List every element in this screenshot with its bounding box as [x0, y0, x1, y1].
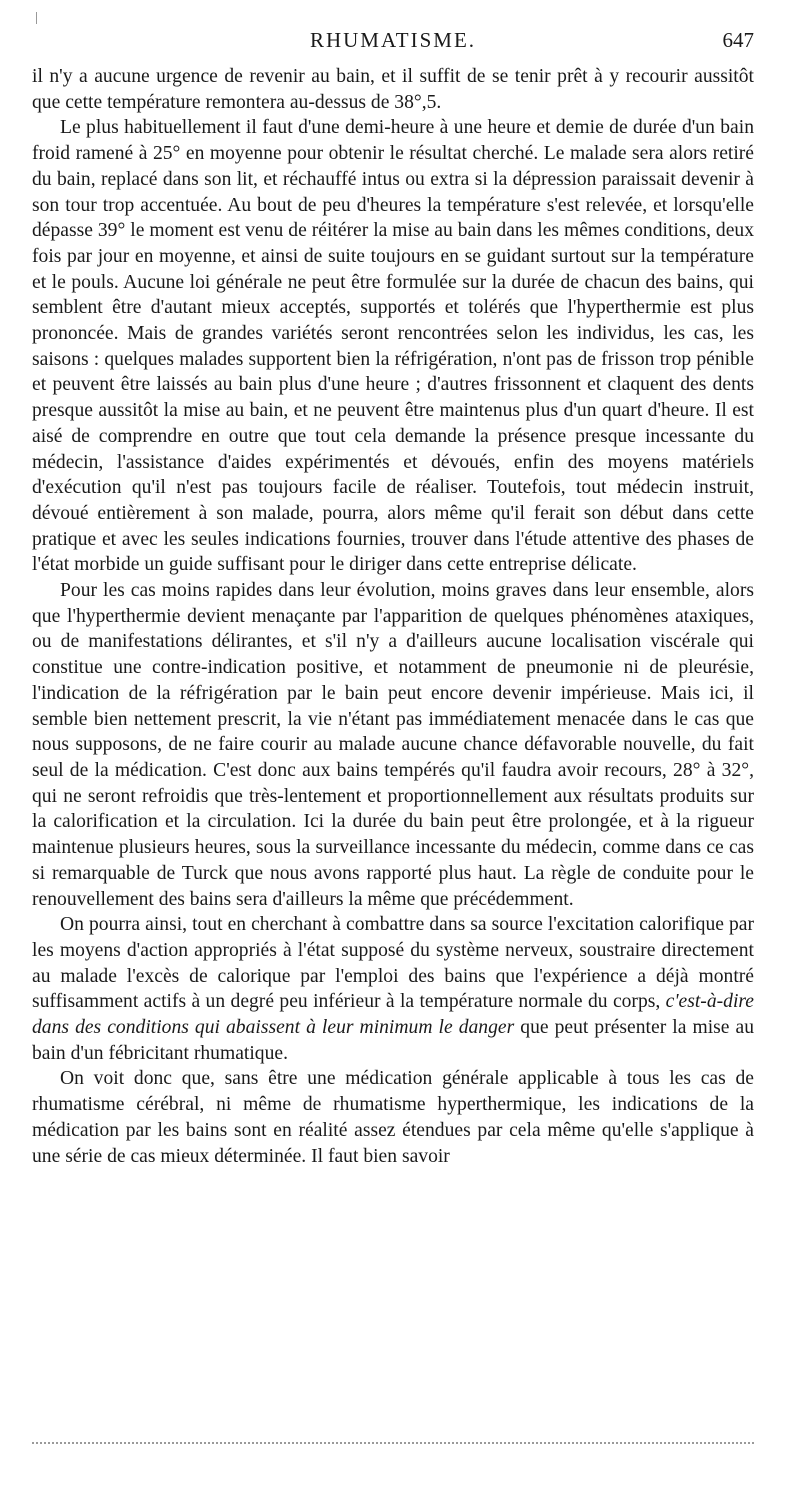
paragraph-tempered-baths: Pour les cas moins rapides dans leur évolution, moins graves dans leur ensemble, alors que l'hyperthermie devient menaçante par l'apparition de quelques phénomènes ataxiques, ou de manifestations délirantes, et s'il n'y a d'ailleurs aucune localisation viscérale qui constitue une contre-indication positive, et notamment de pneumonie ni de pleurésie, l'indication de la réfrigération par le bain peut encore devenir impérieuse. Mais ici, il semble bien nettement prescrit, la vie n'étant pas immédiatement menacée dans le cas que nous supposons, de ne faire courir au malade aucune chance défavorable nouvelle, du fait seul de la médication. C'est donc aux bains tempérés qu'il faudra avoir recours, 28° à 32°, qui ne seront refroidis que très-lentement et proportionnellement aux résultats produits sur la calorification et la circulation. Ici la durée du bain peut être prolongée, et à la rigueur maintenue plusieurs heures, sous la surveillance incessante du médecin, comme dans ce cas si remarquable de Turck que nous avons rapporté plus haut. La règle de conduite pour le renouvellement des bains sera d'ailleurs la même que précédemment. — [32, 580, 754, 910]
paragraph-conclusion: On voit donc que, sans être une médication générale applicable à tous les cas de rhumatisme cérébral, ni même de rhumatisme hyperthermique, les indications de la médication par les bains sont en réalité assez étendues par cela même qu'elle s'applique à une série de cas mieux déterminée. Il faut bien savoir — [32, 1068, 754, 1167]
body-text — [32, 64, 754, 1169]
paragraph-bath-duration: Le plus habituellement il faut d'une demi-heure à une heure et demie de durée d'un bain froid ramené à 25° en moyenne pour obtenir le résultat cherché. Le malade sera alors retiré du bain, replacé dans son lit, et réchauffé intus ou extra si la dépression paraissait devenir à son tour trop accentuée. Au bout de peu d'heures la température s'est relevée, et lorsqu'elle dépasse 39° le moment est venu de réitérer la mise au bain dans les mêmes conditions, deux fois par jour en moyenne, et ainsi de suite toujours en se guidant surtout sur la température et le pouls. Aucune loi générale ne peut être formulée sur la durée de chacun des bains, qui semblent être d'autant mieux acceptés, supportés et tolérés que l'hyperthermie est plus prononcée. Mais de grandes variétés seront rencontrées selon les individus, les cas, les saisons : quelques malades supportent bien la réfrigération, n'ont pas de frisson trop pénible et peuvent être laissés au bain plus d'une heure ; d'autres frissonnent et claquent des dents presque aussitôt la mise au bain, et ne peuvent être maintenus plus d'un quart d'heure. Il est aisé de comprendre en outre que tout cela demande la présence presque incessante du médecin, l'assistance d'aides expérimentés et dévoués, enfin des moyens matériels d'exécution qu'il n'est pas toujours facile de réaliser. Toutefois, tout médecin instruit, dévoué entièrement à son malade, pourra, alors même qu'il ferait son début dans cette pratique et avec les seules indications fournies, trouver dans l'étude attentive des phases de l'état morbide un guide suffisant pour le diriger dans cette entreprise délicate. — [32, 117, 754, 576]
paragraph-continuation: il n'y a aucune urgence de revenir au bain, et il suffit de se tenir prêt à y recourir aussitôt que cette température remontera au-dessus de 38°,5. — [32, 66, 754, 113]
footer-dotted-rule — [32, 1442, 754, 1444]
paragraph-caloric-excitation — [32, 912, 754, 1066]
running-title: RHUMATISME. — [309, 28, 477, 52]
italic-emphasis: c'est-à-dire dans des conditions qui abaissent à leur minimum le danger — [32, 991, 754, 1039]
page-header — [32, 28, 754, 58]
scan-mark — [36, 12, 37, 24]
paragraph-text-part: que peut présenter la mise au bain d'un fébricitant rhumatique. — [32, 1017, 755, 1064]
paragraph-text-part: On pourra ainsi, tout en cherchant à combattre dans sa source l'excitation calorifique par les moyens d'action appropriés à l'état supposé du système nerveux, soustraire directement au malade l'excès de calorique par l'emploi des bains que l'expérience a déjà montré suffisamment actifs à un degré peu inférieur à la température normale du corps, — [32, 914, 754, 1013]
page-number: 647 — [722, 28, 754, 52]
